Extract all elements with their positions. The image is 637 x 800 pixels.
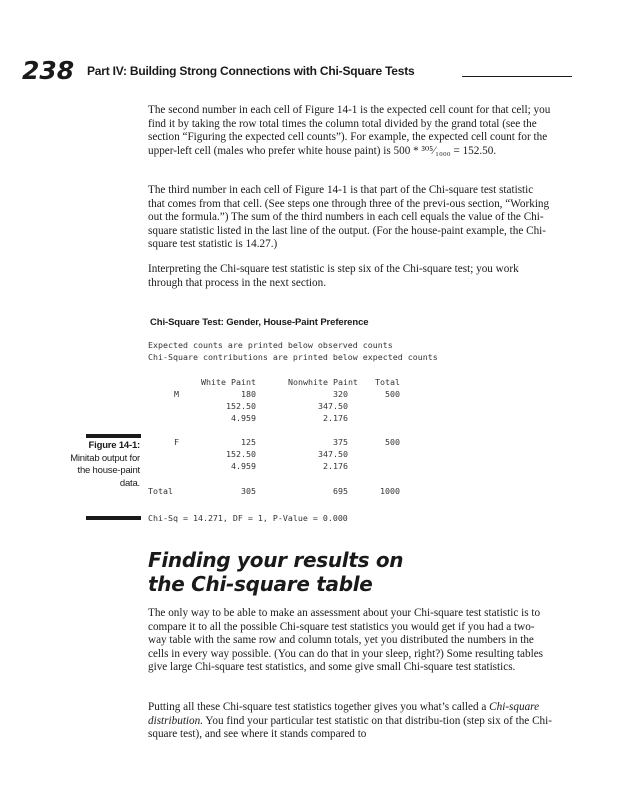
cell-f-white-observed: 125 xyxy=(241,437,256,447)
output-note-expected: Expected counts are printed below observed counts xyxy=(148,340,393,350)
figure-caption xyxy=(60,440,140,490)
row-label-total: Total xyxy=(148,486,173,496)
paragraph-distribution-end: You find your particular test statistic on that distribu-tion (step six of the Chi-square test), and see where it stands compared to xyxy=(148,714,552,740)
cell-total-grand: 1000 xyxy=(380,486,400,496)
cell-f-nonwhite-expected: 347.50 xyxy=(318,449,348,459)
paragraph-expected-count: The second number in each cell of Figure 14-1 is the expected cell count for that cell; you find it by taking the row total times the column total divided by the grand total (see the section “Figuring the expected cell counts”). For example, the expected cell count for the upper-left cell (males who prefer white house paint) is 500 * ³⁰⁵⁄₁₀₀₀ = 152.50. xyxy=(148,104,551,157)
cell-f-nonwhite-observed: 375 xyxy=(333,437,348,447)
cell-total-nonwhite: 695 xyxy=(333,486,348,496)
cell-m-total: 500 xyxy=(385,389,400,399)
figure-title: Chi-Square Test: Gender, House-Paint Preference xyxy=(150,317,369,328)
cell-f-white-contribution: 4.959 xyxy=(231,461,256,471)
cell-m-nonwhite-contribution: 2.176 xyxy=(323,413,348,423)
section-heading xyxy=(148,548,448,596)
paragraph-interpreting: Interpreting the Chi-square test statistic is step six of the Chi-square test; you work through that process in the next section. xyxy=(148,263,519,289)
cell-m-white-expected: 152.50 xyxy=(226,401,256,411)
row-label-f: F xyxy=(174,437,179,447)
section-heading-line-2: the Chi-square table xyxy=(148,572,373,596)
running-title: Part IV: Building Strong Connections with Chi-Square Tests xyxy=(87,64,415,78)
cell-m-nonwhite-observed: 320 xyxy=(333,389,348,399)
cell-total-white: 305 xyxy=(241,486,256,496)
caption-rule-bottom xyxy=(86,516,141,520)
cell-f-nonwhite-contribution: 2.176 xyxy=(323,461,348,471)
output-note-contributions: Chi-Square contributions are printed below expected counts xyxy=(148,352,438,362)
chi-square-distribution-term: Chi-square distribution. xyxy=(148,701,540,727)
cell-m-white-observed: 180 xyxy=(241,389,256,399)
chi-square-result: Chi-Sq = 14.271, DF = 1, P-Value = 0.000 xyxy=(148,513,348,523)
column-header-total: Total xyxy=(375,377,400,387)
cell-f-white-expected: 152.50 xyxy=(226,449,256,459)
column-header-white: White Paint xyxy=(201,377,256,387)
paragraph-distribution xyxy=(148,701,552,742)
caption-text: Minitab output for the house-paint data. xyxy=(70,452,140,489)
cell-m-nonwhite-expected: 347.50 xyxy=(318,401,348,411)
page-header xyxy=(22,56,552,86)
cell-f-total: 500 xyxy=(385,437,400,447)
caption-rule-top xyxy=(86,434,141,438)
section-heading-line-1: Finding your results on xyxy=(148,548,404,572)
caption-label: Figure 14-1: xyxy=(88,440,140,451)
paragraph-distribution-start: Putting all these Chi-square test statistics together gives you what’s called a xyxy=(148,701,490,713)
cell-m-white-contribution: 4.959 xyxy=(231,413,256,423)
header-rule xyxy=(462,76,572,77)
paragraph-chi-contribution: The third number in each cell of Figure 14-1 is that part of the Chi-square test statistic that comes from that cell. (See steps one through three of the previ-ous section, “Working out the formula.”) The sum of the third numbers in each cell equals the value of the Chi-square statistic listed in the last line of the output. (For the house-paint example, the Chi-square test statistic is 14.27.) xyxy=(148,184,550,250)
row-label-m: M xyxy=(174,389,179,399)
paragraph-assessment: The only way to be able to make an assessment about your Chi-square test statistic is to compare it to all the possible Chi-square test statistics you would get if you had a two-way table with the same row and column totals, yet you distributed the numbers in the cells in every way possible. (You can do that in your sleep, right?) Some resulting tables give large Chi-square test statistics, and some give small Chi-square test statistics. xyxy=(148,607,544,673)
page-number: 238 xyxy=(22,56,75,85)
column-header-nonwhite: Nonwhite Paint xyxy=(288,377,358,387)
